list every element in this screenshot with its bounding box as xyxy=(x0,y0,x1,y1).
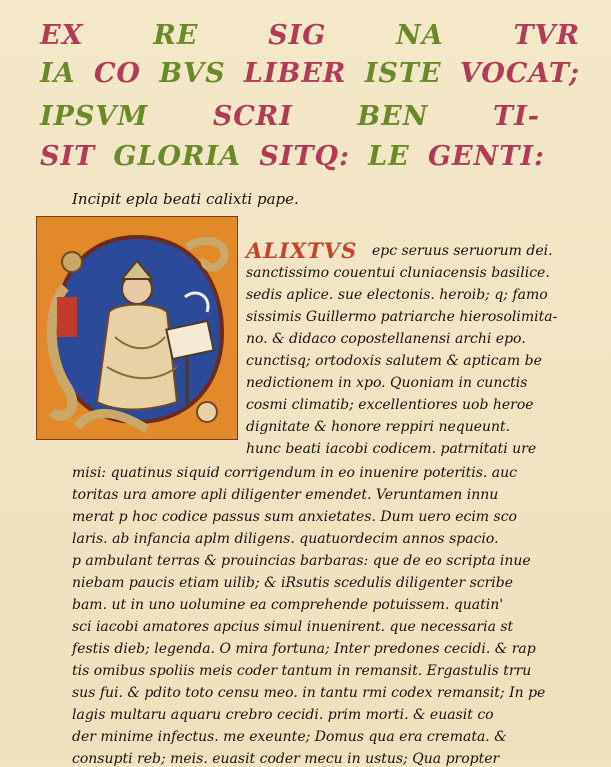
rubric-line-3 xyxy=(40,103,540,130)
rubric-word: SIT xyxy=(40,141,96,172)
rubric-word: ISTE xyxy=(364,58,442,89)
rubric-word: VOCAT; xyxy=(459,58,580,89)
rubric-word: GLORIA xyxy=(113,141,242,172)
text-line: dignitate & honore reppiri nequeunt. xyxy=(246,419,511,435)
text-line: sedis aplice. sue electonis. heroib; q; famo xyxy=(246,287,548,303)
text-line: hunc beati iacobi codicem. patrnitati ure xyxy=(246,441,537,457)
text-line: sus fui. & pdito toto censu meo. in tantu rmi codex remansit; In pe xyxy=(72,685,546,701)
rubric-word: EX xyxy=(40,20,84,51)
rubric-word: CO xyxy=(93,58,141,89)
initial-illumination xyxy=(37,217,237,439)
rubric-word: GENTI: xyxy=(427,141,545,172)
text-line: bam. ut in uno uolumine ea comprehende potuissem. quatin' xyxy=(72,597,504,613)
rubric-word: BEN xyxy=(357,101,429,132)
text-line: cunctisq; ortodoxis salutem & apticam be xyxy=(246,353,542,369)
initial-word: ALIXTVS xyxy=(246,238,358,263)
rubric-word: LE xyxy=(368,141,410,172)
rubric-word: TI- xyxy=(493,101,540,132)
rubric-line-1 xyxy=(40,22,580,49)
historiated-initial xyxy=(36,216,238,440)
text-line: cosmi climatib; excellentiores uob heroe xyxy=(246,397,534,413)
rubric-word: LIBER xyxy=(243,58,347,89)
text-line: lagis multaru aquaru crebro cecidi. prim morti. & euasit co xyxy=(72,707,494,723)
text-line: nedictionem in xpo. Quoniam in cunctis xyxy=(246,375,528,391)
text-line: laris. ab infancia aplm diligens. quatuordecim annos spacio. xyxy=(72,531,499,547)
rubric-line-2 xyxy=(40,60,580,87)
text-line: festis dieb; legenda. O mira fortuna; Inter predones cecidi. & rap xyxy=(72,641,536,657)
text-line: der minime infectus. me exeunte; Domus qua era cremata. & xyxy=(72,729,507,745)
rubric-word: IPSVM xyxy=(40,101,149,132)
text-line: no. & didaco copostellanensi archi epo. xyxy=(246,331,526,347)
text-line: tis omibus spoliis meis coder tantum in remansit. Ergastulis trru xyxy=(72,663,532,679)
rubric-word: TVR xyxy=(513,20,580,51)
text-line: sci iacobi amatores apcius simul inuenirent. que necessaria st xyxy=(72,619,514,635)
rubric-word: SIG xyxy=(268,20,327,51)
text-line: toritas ura amore apli diligenter emendet. Veruntamen innu xyxy=(72,487,499,503)
rubric-word: SCRI xyxy=(212,101,293,132)
rubric-line-4 xyxy=(40,143,545,170)
rubric-word: RE xyxy=(153,20,199,51)
rubric-word: IA xyxy=(40,58,76,89)
text-line: sissimis Guillermo patriarche hierosolimita- xyxy=(246,309,558,325)
text-line: misi: quatinus siquid corrigendum in eo inuenire poteritis. auc xyxy=(72,465,517,481)
text-line: merat p hoc codice passus sum anxietates. Dum uero ecim sco xyxy=(72,509,517,525)
text-line: consupti reb; meis. euasit coder mecu in ustus; Qua propter xyxy=(72,751,500,767)
text-line: p ambulant terras & prouincias barbaras: que de eo scripta inue xyxy=(72,553,531,569)
incipit-line: Incipit epla beati calixti pape. xyxy=(72,190,299,208)
text-line: epc seruus seruorum dei. xyxy=(372,243,553,259)
text-line: niebam paucis etiam uilib; & iRsutis scedulis diligenter scribe xyxy=(72,575,514,591)
text-line: sanctissimo couentui cluniacensis basilice. xyxy=(246,265,550,281)
rubric-word: BVS xyxy=(159,58,226,89)
rubric-word: NA xyxy=(396,20,444,51)
rubric-word: SITQ: xyxy=(259,141,350,172)
